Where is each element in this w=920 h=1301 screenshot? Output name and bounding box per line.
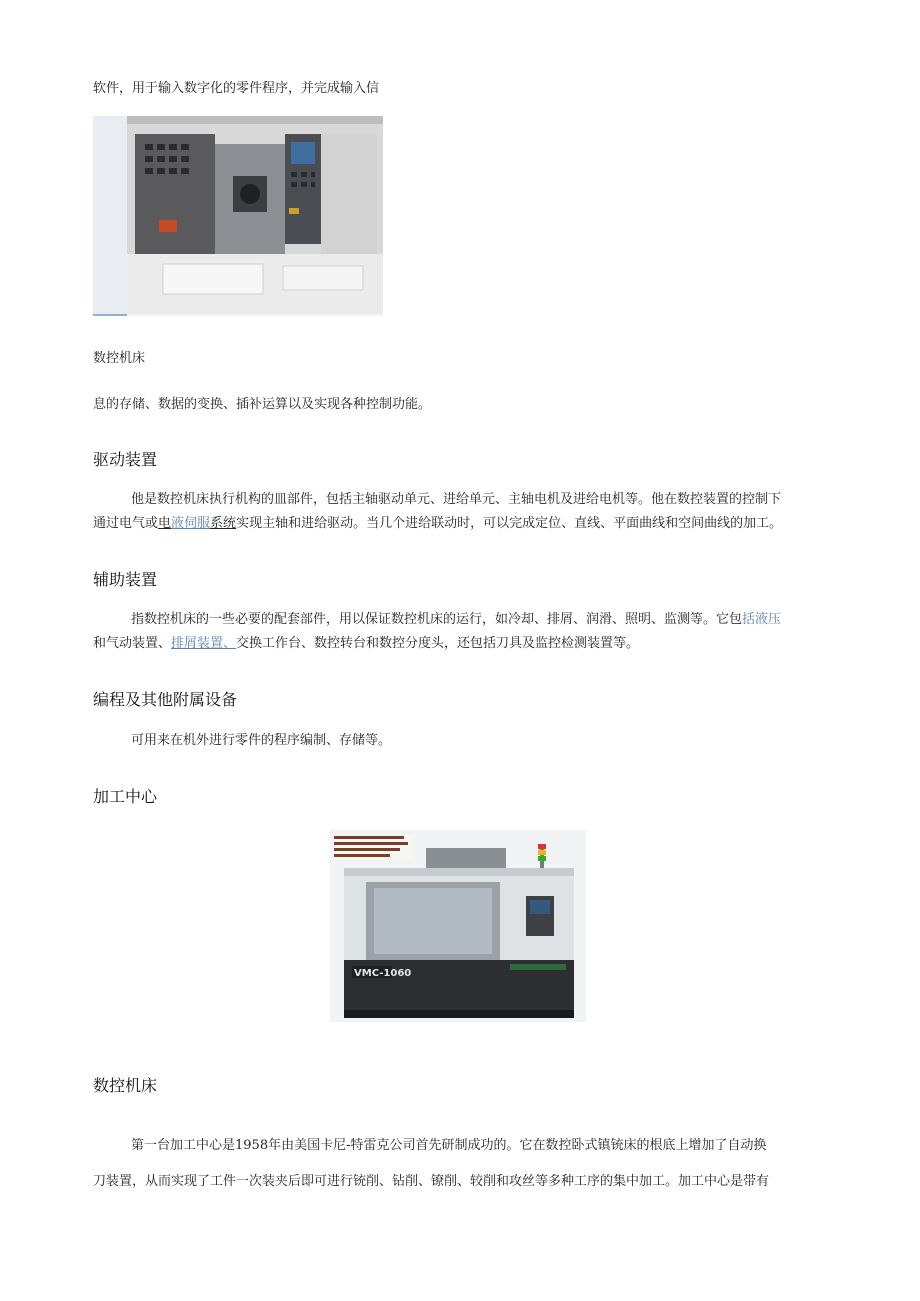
system-link[interactable]: 系统: [210, 516, 237, 531]
heading-drive-unit: 驱动装置: [93, 450, 158, 469]
paragraph-history-line-1: 第一台加工中心是1958年由美国卡尼-特雷克公司首先研制成功的。它在数控卧式镇铳床的根底上增加了自动换: [131, 1138, 767, 1153]
paragraph-aux-line-2: [93, 632, 639, 656]
text-span: 电: [158, 516, 172, 531]
heading-machining-center: 加工中心: [93, 787, 158, 806]
paragraph-info: 息的存储、数据的变换、插补运算以及实现各种控制功能。: [93, 397, 432, 412]
text-span: 指数控机床的一些必要的配套部件，用以保证数控机床的运行，如冷却、排屑、润滑、照明、监测等。它包: [131, 612, 743, 627]
heading-programming-equipment: 编程及其他附属设备: [93, 690, 238, 709]
paragraph-drive-line-2: [93, 512, 782, 536]
paragraph-history-line-2: 刀装置，从而实现了工件一次装夹后即可进行铳削、钻削、镣削、较削和攻丝等多种工序的集中加工。加工中心是带有: [93, 1174, 770, 1189]
text-span: 交换工作台、数控转台和数控分度头，还包括刀具及监控检测装置等。: [236, 636, 640, 651]
text-span: 和气动装置、: [93, 636, 172, 651]
text-span: 通过电气或: [93, 516, 159, 531]
paragraph-aux-line-1: [93, 608, 781, 632]
paragraph-top: 软件，用于输入数字化的零件程序，并完成输入信: [93, 81, 380, 96]
machining-center-image: [330, 830, 586, 1022]
paragraph-drive-line-1: 他是数控机床执行机构的皿部件，包括主轴驱动单元、进给单元、主轴电机及进给电机等。他在数控装置的控制下: [131, 492, 782, 507]
heading-auxiliary-unit: 辅助装置: [93, 570, 158, 589]
heading-cnc-machine: 数控机床: [93, 1076, 158, 1095]
image-caption: 数控机床: [93, 351, 146, 366]
hydraulic-link[interactable]: 括液压: [742, 612, 782, 627]
cnc-lathe-image: [93, 116, 383, 316]
machine-model-label: VMC-1060: [354, 968, 412, 979]
hydraulic-servo-link[interactable]: 液伺服: [171, 516, 211, 531]
text-span: 实现主轴和进给驱动。当几个进给联动时，可以完成定位、直线、平面曲线和空间曲线的加工。: [236, 516, 783, 531]
chip-removal-link[interactable]: 排屑装置、: [171, 636, 237, 651]
paragraph-programming: 可用来在机外进行零件的程序编制、存储等。: [131, 733, 392, 748]
